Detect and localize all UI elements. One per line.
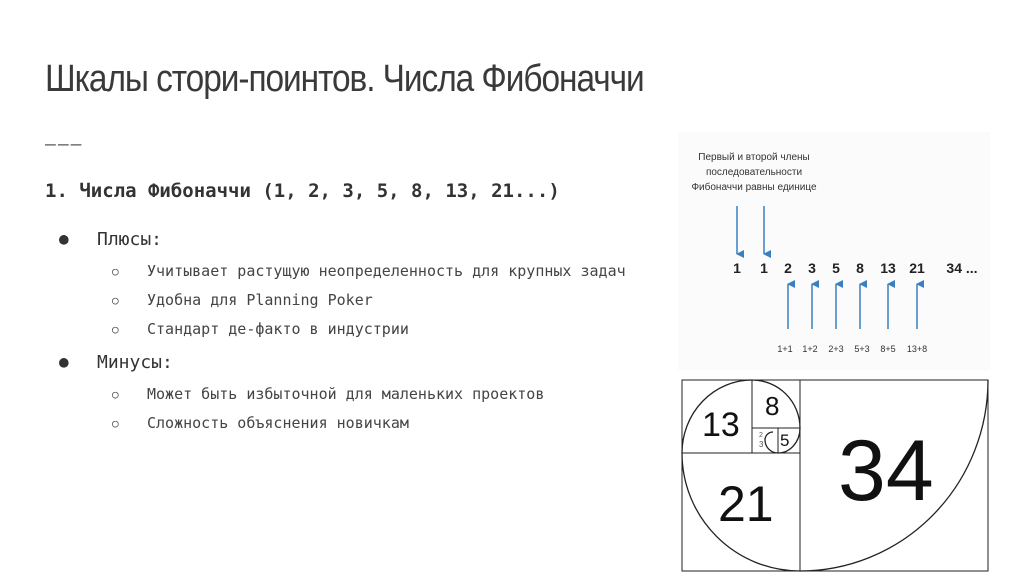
list-item-text: Сложность объяснения новичкам [147,414,409,432]
bullet-dot-icon: ● [59,229,69,248]
list-item-text: Учитывает растущую неопределенность для крупных задач [147,262,626,280]
bullet-circle-icon: ○ [112,388,119,401]
sequence-number: 21 [909,260,925,276]
list-item-text: Стандарт де-факто в индустрии [147,320,409,338]
list-item [97,380,665,409]
pros-list [97,257,665,344]
cons-section [45,350,665,438]
bullet-dot-icon: ● [59,352,69,371]
bullet-circle-icon: ○ [112,323,119,336]
list-item [97,257,665,286]
sequence-number: 5 [832,260,840,276]
spiral-label-5: 5 [780,431,790,450]
list-heading: 1. Числа Фибоначчи (1, 2, 3, 5, 8, 13, 21...) [45,180,560,202]
pros-label: Плюсы: [97,229,163,250]
sequence-number: 3 [808,260,816,276]
spiral-arc [765,440,778,453]
bullet-list [45,227,665,438]
caption-line-1: Первый и второй члены [698,152,810,163]
sequence-number: 34 ... [946,260,978,276]
sum-label: 2+3 [828,344,844,354]
slide-content [45,176,665,438]
cons-list [97,380,665,438]
bullet-circle-icon: ○ [112,417,119,430]
sequence-number: 1 [733,260,741,276]
list-item-text: Может быть избыточной для маленьких проектов [147,385,545,403]
spiral-label-8: 8 [765,391,780,421]
sum-label: 5+3 [854,344,870,354]
golden-spiral-figure [678,378,990,574]
bullet-circle-icon: ○ [112,265,119,278]
sum-label: 1+1 [777,344,793,354]
list-item [97,286,665,315]
spiral-label-2: 2 [759,432,763,439]
sequence-number: 1 [760,260,768,276]
sequence-number: 2 [784,260,792,276]
spiral-label-13: 13 [702,406,740,444]
list-item-text: Удобна для Planning Poker [147,291,373,309]
caption-line-2: последовательности [705,167,803,178]
sum-label: 13+8 [906,344,928,354]
list-item [97,409,665,438]
sum-label: 1+2 [802,344,818,354]
pros-section [45,227,665,344]
sum-label: 8+5 [880,344,896,354]
spiral-arc [765,432,773,440]
title-rule: ——— [45,134,84,155]
spiral-label-21: 21 [718,476,774,532]
slide-title: Шкалы стори-поинтов. Числа Фибоначчи [45,58,644,100]
bullet-circle-icon: ○ [112,294,119,307]
spiral-label-3: 3 [759,440,764,449]
spiral-label-34: 34 [838,423,934,519]
list-item [97,315,665,344]
sequence-number: 13 [880,260,896,276]
caption-line-3: Фибоначчи равны единице [691,182,817,193]
cons-label: Минусы: [97,352,173,373]
fibonacci-sequence-figure [678,132,990,370]
sequence-number: 8 [856,260,864,276]
